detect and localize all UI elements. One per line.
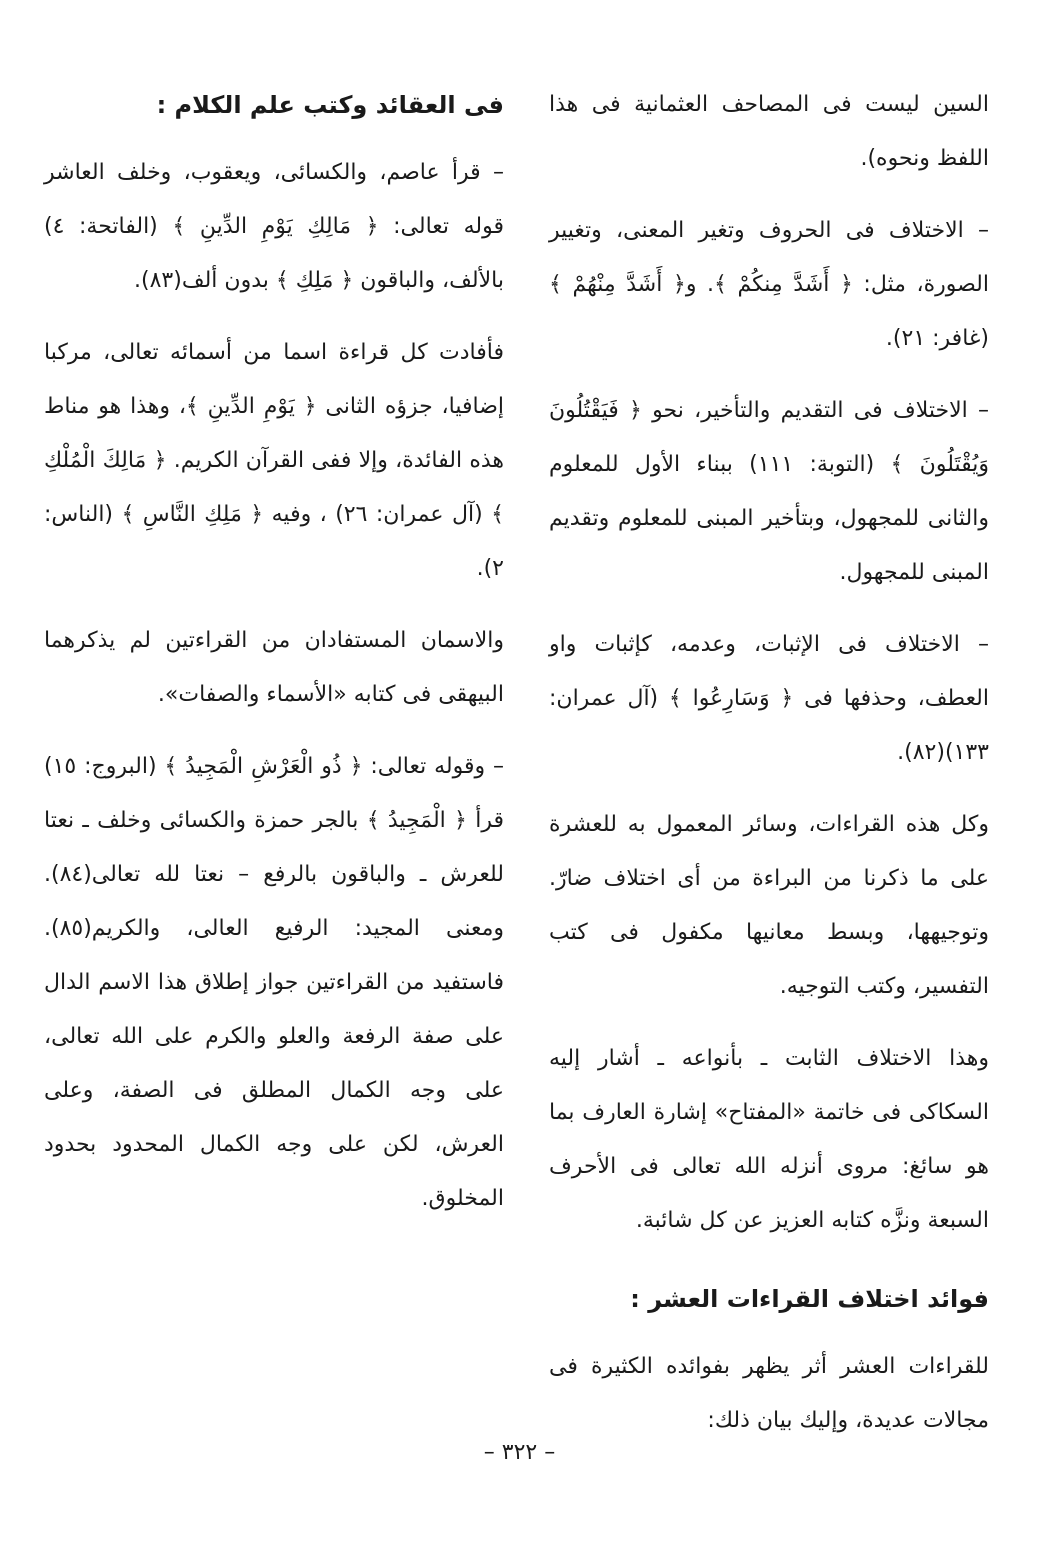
page-number: – ٣٢٢ – [483, 1440, 556, 1465]
creeds-text-p1: – قرأ عاصم، والكسائى، ويعقوب، وخلف العاشر قوله تعالى: ﴿ مَالِكِ يَوْمِ الدِّينِ ﴾ (الفاتحة: ٤) بالألف، والباقون ﴿ مَلِكِ ﴾ بدون ألف(٨٣). [44, 160, 504, 293]
section-heading-benefits: فوائد اختلاف القراءات العشر : [630, 1285, 989, 1313]
creeds-text-p3: والاسمان المستفادان من القراءتين لم يذكرهما البيهقى فى كتابه «الأسماء والصفات». [44, 628, 504, 707]
section-text-p5: وكل هذه القراءات، وسائر المعمول به للعشرة على ما ذكرنا من البراءة من أى اختلاف ضارّ. وتوجيهها، وبسط معانيها مكفول فى كتب التفسير، وكتب التوجيه. [549, 812, 989, 999]
section-text-p2: – الاختلاف فى الحروف وتغير المعنى، وتغيير الصورة، مثل: ﴿ أَشَدَّ مِنكُمْ ﴾. و﴿ أَشَدَّ مِنْهُمْ ﴾ (غافر: ٢١). [549, 218, 989, 351]
right-column [549, 78, 989, 1448]
left-column [44, 78, 504, 1226]
section-text-p7: للقراءات العشر أثر يظهر بفوائده الكثيرة فى مجالات عديدة، وإليك بيان ذلك: [549, 1354, 989, 1433]
section-text-p3: – الاختلاف فى التقديم والتأخير، نحو ﴿ فَيَقْتُلُونَ وَيُقْتَلُونَ ﴾ (التوبة: ١١١) ببناء الأول للمعلوم والثانى للمجهول، وبتأخير المبنى للمعلوم وتقديم المبنى للمجهول. [549, 398, 989, 585]
section-heading-creeds: فى العقائد وكتب علم الكلام : [156, 91, 504, 119]
section-text-p6: وهذا الاختلاف الثابت ـ بأنواعه ـ أشار إليه السكاكى فى خاتمة «المفتاح» إشارة العارف بما هو سائغ: مروى أنزله الله تعالى فى الأحرف السبعة ونزَّه كتابه العزيز عن كل شائبة. [549, 1046, 989, 1233]
creeds-text-p4: – وقوله تعالى: ﴿ ذُو الْعَرْشِ الْمَجِيدُ ﴾ (البروج: ١٥) قرأ ﴿ الْمَجِيدُ ﴾ بالجر حمزة والكسائى وخلف ـ نعتا للعرش ـ والباقون بالرفع – نعتا لله تعالى(٨٤). ومعنى المجيد: الرفيع العالى، والكريم(٨٥). فاستفيد من القراءتين جواز إطلاق هذا الاسم الدال على صفة الرفعة والعلو والكرم على الله تعالى، على وجه الكمال المطلق فى الصفة، وعلى العرش، لكن على وجه الكمال المحدود بحدود المخلوق. [44, 754, 504, 1211]
creeds-text-p2: فأفادت كل قراءة اسما من أسمائه تعالى، مركبا إضافيا، جزؤه الثانى ﴿ يَوْمِ الدِّينِ ﴾، وهذا هو مناط هذه الفائدة، وإلا ففى القرآن الكريم. ﴿ مَالِكَ الْمُلْكِ ﴾ (آل عمران: ٢٦) ، وفيه ﴿ مَلِكِ النَّاسِ ﴾ (الناس: ٢). [44, 340, 504, 581]
section-text-p1: السين ليست فى المصاحف العثمانية فى هذا اللفظ ونحوه). [549, 92, 989, 171]
section-text-p4: – الاختلاف فى الإثبات، وعدمه، كإثبات واو العطف، وحذفها فى ﴿ وَسَارِعُوا ﴾ (آل عمران: ١٣٣)(٨٢). [549, 632, 989, 765]
